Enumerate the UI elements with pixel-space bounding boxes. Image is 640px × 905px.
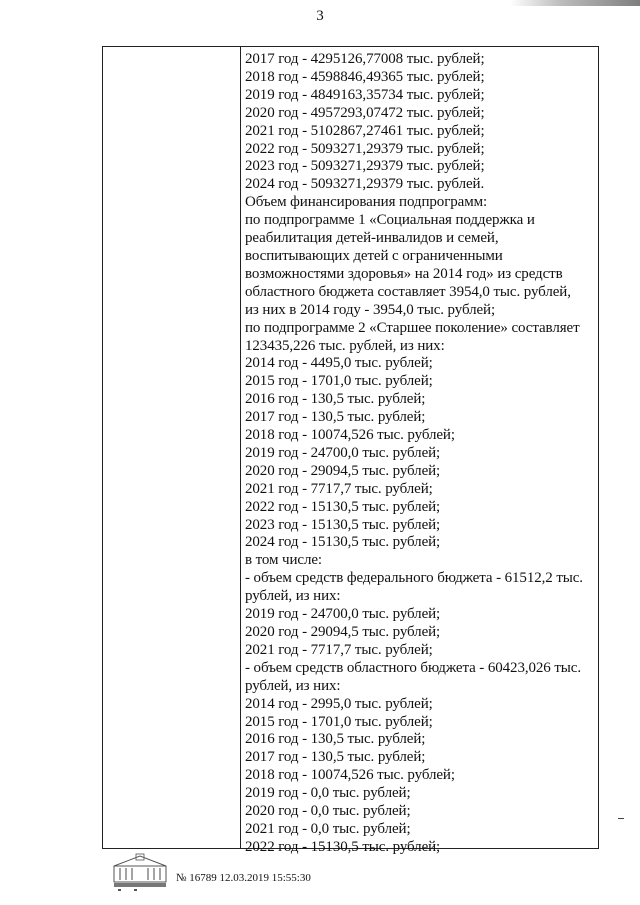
content-line: - объем средств федерального бюджета - 61512,2 тыс. (245, 570, 583, 587)
content-line: областного бюджета составляет 3954,0 тыс. рублей, (245, 283, 571, 300)
content-line: 2017 год - 130,5 тыс. рублей; (245, 749, 426, 766)
content-line: 2023 год - 5093271,29379 тыс. рублей; (245, 158, 485, 175)
scan-artifact (510, 0, 640, 6)
content-line: рублей, из них: (245, 677, 341, 694)
content-line: 2020 год - 4957293,07472 тыс. рублей; (245, 104, 485, 121)
content-line: из них в 2014 году - 3954,0 тыс. рублей; (245, 301, 496, 318)
page-number: 3 (316, 8, 324, 24)
financing-details-cell (245, 51, 597, 857)
content-line: 123435,226 тыс. рублей, из них: (245, 337, 445, 354)
margin-mark (618, 818, 624, 819)
content-line: 2021 год - 0,0 тыс. рублей; (245, 820, 411, 837)
building-seal-icon (110, 852, 170, 892)
content-line: по подпрограмме 2 «Старшее поколение» составляет (245, 319, 580, 336)
content-line: 2019 год - 0,0 тыс. рублей; (245, 785, 411, 802)
content-line: 2022 год - 15130,5 тыс. рублей; (245, 838, 441, 855)
registration-stamp: № 16789 12.03.2019 15:55:30 (176, 872, 311, 884)
content-line: 2020 год - 29094,5 тыс. рублей; (245, 462, 441, 479)
content-line: 2021 год - 7717,7 тыс. рублей; (245, 641, 433, 658)
content-line: 2022 год - 15130,5 тыс. рублей; (245, 498, 441, 515)
content-line: реабилитация детей-инвалидов и семей, (245, 230, 499, 247)
content-line: 2024 год - 5093271,29379 тыс. рублей. (245, 176, 485, 193)
document-table (102, 46, 599, 855)
document-footer (110, 852, 370, 892)
content-line: 2017 год - 130,5 тыс. рублей; (245, 409, 426, 426)
column-divider (240, 47, 241, 848)
content-line: 2018 год - 10074,526 тыс. рублей; (245, 427, 455, 444)
content-line: 2021 год - 7717,7 тыс. рублей; (245, 480, 433, 497)
content-line: 2019 год - 4849163,35734 тыс. рублей; (245, 86, 485, 103)
content-line: 2020 год - 0,0 тыс. рублей; (245, 803, 411, 820)
content-line: по подпрограмме 1 «Социальная поддержка и (245, 212, 535, 229)
content-line: 2014 год - 4495,0 тыс. рублей; (245, 355, 433, 372)
content-line: воспитывающих детей с ограниченными (245, 247, 503, 264)
content-line: 2019 год - 24700,0 тыс. рублей; (245, 444, 441, 461)
content-line: - объем средств областного бюджета - 60423,026 тыс. (245, 659, 581, 676)
content-line: 2023 год - 15130,5 тыс. рублей; (245, 516, 441, 533)
content-line: 2015 год - 1701,0 тыс. рублей; (245, 373, 433, 390)
content-line: Объем финансирования подпрограмм: (245, 194, 488, 211)
content-line: 2020 год - 29094,5 тыс. рублей; (245, 624, 441, 640)
content-line: 2016 год - 130,5 тыс. рублей; (245, 391, 426, 408)
content-line: в том числе: (245, 552, 322, 569)
content-line: 2022 год - 5093271,29379 тыс. рублей; (245, 140, 485, 157)
content-line: 2019 год - 24700,0 тыс. рублей; (245, 606, 441, 623)
content-line: 2018 год - 10074,526 тыс. рублей; (245, 767, 455, 784)
content-line: 2024 год - 15130,5 тыс. рублей; (245, 534, 441, 551)
content-line: 2016 год - 130,5 тыс. рублей; (245, 731, 426, 748)
content-line: рублей, из них: (245, 588, 341, 605)
content-line: возможностями здоровья» на 2014 год» из средств (245, 265, 563, 282)
content-line: 2018 год - 4598846,49365 тыс. рублей; (245, 68, 485, 85)
content-line: 2015 год - 1701,0 тыс. рублей; (245, 713, 433, 730)
content-line: 2021 год - 5102867,27461 тыс. рублей; (245, 122, 485, 139)
content-line: 2017 год - 4295126,77008 тыс. рублей; (245, 51, 485, 67)
content-line: 2014 год - 2995,0 тыс. рублей; (245, 695, 433, 712)
